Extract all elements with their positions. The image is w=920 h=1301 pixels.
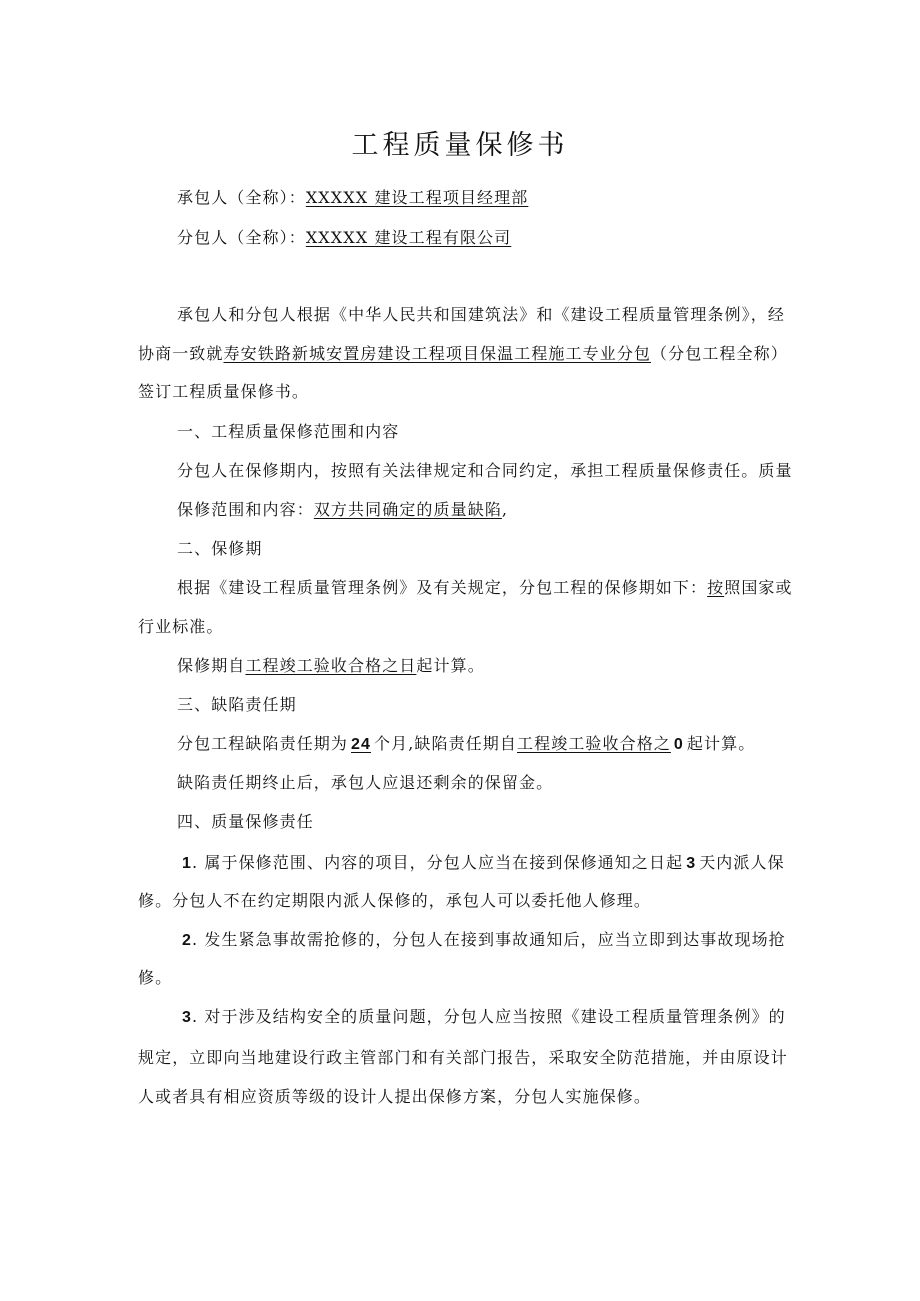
contractor-line [177,187,528,209]
defect-period-end: 起计算。 [686,734,756,753]
warranty-start-label: 保修期自 [177,656,246,675]
item-2-number: 2 [182,932,192,949]
intro-note: （分包工程全称） [651,344,788,363]
section-1-line-2 [177,499,508,521]
subcontractor-value: XXXXX 建设工程有限公司 [305,228,512,247]
item-1-text-end: 天内派人保 [699,853,785,872]
section-2-line-2: 行业标准。 [138,617,224,636]
defect-period-text: 个月,缺陷责任期自 [374,734,518,753]
item-1-line-2: 修。分包人不在约定期限内派人保修的，承包人可以委托他人修理。 [138,891,652,910]
intro-line-3: 签订工程质量保修书。 [138,382,310,401]
section-1-line-1: 分包人在保修期内，按照有关法律规定和合同约定，承担工程质量保修责任。质量 [177,461,793,480]
defect-months: 24 [351,736,372,753]
section-2-heading: 二、保修期 [177,539,263,558]
intro-line-2 [138,343,788,365]
subcontractor-label: 分包人（全称）： [177,228,306,247]
subcontractor-line [177,227,511,249]
section-3-heading: 三、缺陷责任期 [177,695,297,714]
item-3-line-1 [182,1006,784,1029]
item-3-line-3: 人或者具有相应资质等级的设计人提出保修方案，分包人实施保修。 [138,1087,652,1106]
scope-label: 保修范围和内容： [177,500,314,519]
item-1-days: 3 [686,855,697,872]
document-title: 工程质量保修书 [351,130,569,161]
section-4-heading: 四、质量保修责任 [177,812,314,831]
item-2-text: . 发生紧急事故需抢修的，分包人在接到事故通知后，应当立即到达事故现场抢 [192,930,786,949]
item-1-line-1 [182,852,784,875]
item-1-text: . 属于保修范围、内容的项目，分包人应当在接到保修通知之日起 [192,853,684,872]
item-2-line-2: 修。 [138,968,173,987]
project-name: 寿安铁路新城安置房建设工程项目保温工程施工专业分包 [223,344,652,363]
intro-line-1: 承包人和分包人根据《中华人民共和国建筑法》和《建设工程质量管理条例》，经 [177,305,785,324]
defect-start-value: 工程竣工验收合格之 [517,734,671,753]
section-2-para-2 [177,655,485,677]
section-2-line-1 [177,577,793,599]
defect-zero: 0 [673,736,684,753]
item-2-line-1 [182,929,784,952]
warranty-start-end: 起计算。 [416,656,485,675]
item-1-number: 1 [182,855,192,872]
warranty-text: 根据《建设工程质量管理条例》及有关规定，分包工程的保修期如下： [177,578,708,597]
item-3-line-2: 规定，立即向当地建设行政主管部门和有关部门报告，采取安全防范措施，并由原设计 [138,1048,788,1067]
warranty-underlined: 按 [707,578,725,597]
contractor-label: 承包人（全称）： [177,188,306,207]
scope-value: 双方共同确定的质量缺陷 [313,500,502,519]
intro-text: 协商一致就 [138,344,224,363]
defect-period-label: 分包工程缺陷责任期为 [177,734,349,753]
scope-comma: , [501,500,509,519]
item-3-text: . 对于涉及结构安全的质量问题，分包人应当按照《建设工程质量管理条例》的 [192,1007,786,1026]
contractor-value: XXXXX 建设工程项目经理部 [305,188,529,207]
section-3-line-2: 缺陷责任期终止后，承包人应退还剩余的保留金。 [177,773,554,792]
item-3-number: 3 [182,1009,192,1026]
section-1-heading: 一、工程质量保修范围和内容 [177,422,400,441]
warranty-text-end: 照国家或 [724,578,793,597]
warranty-start-value: 工程竣工验收合格之日 [245,656,417,675]
section-3-line-1 [177,733,755,756]
